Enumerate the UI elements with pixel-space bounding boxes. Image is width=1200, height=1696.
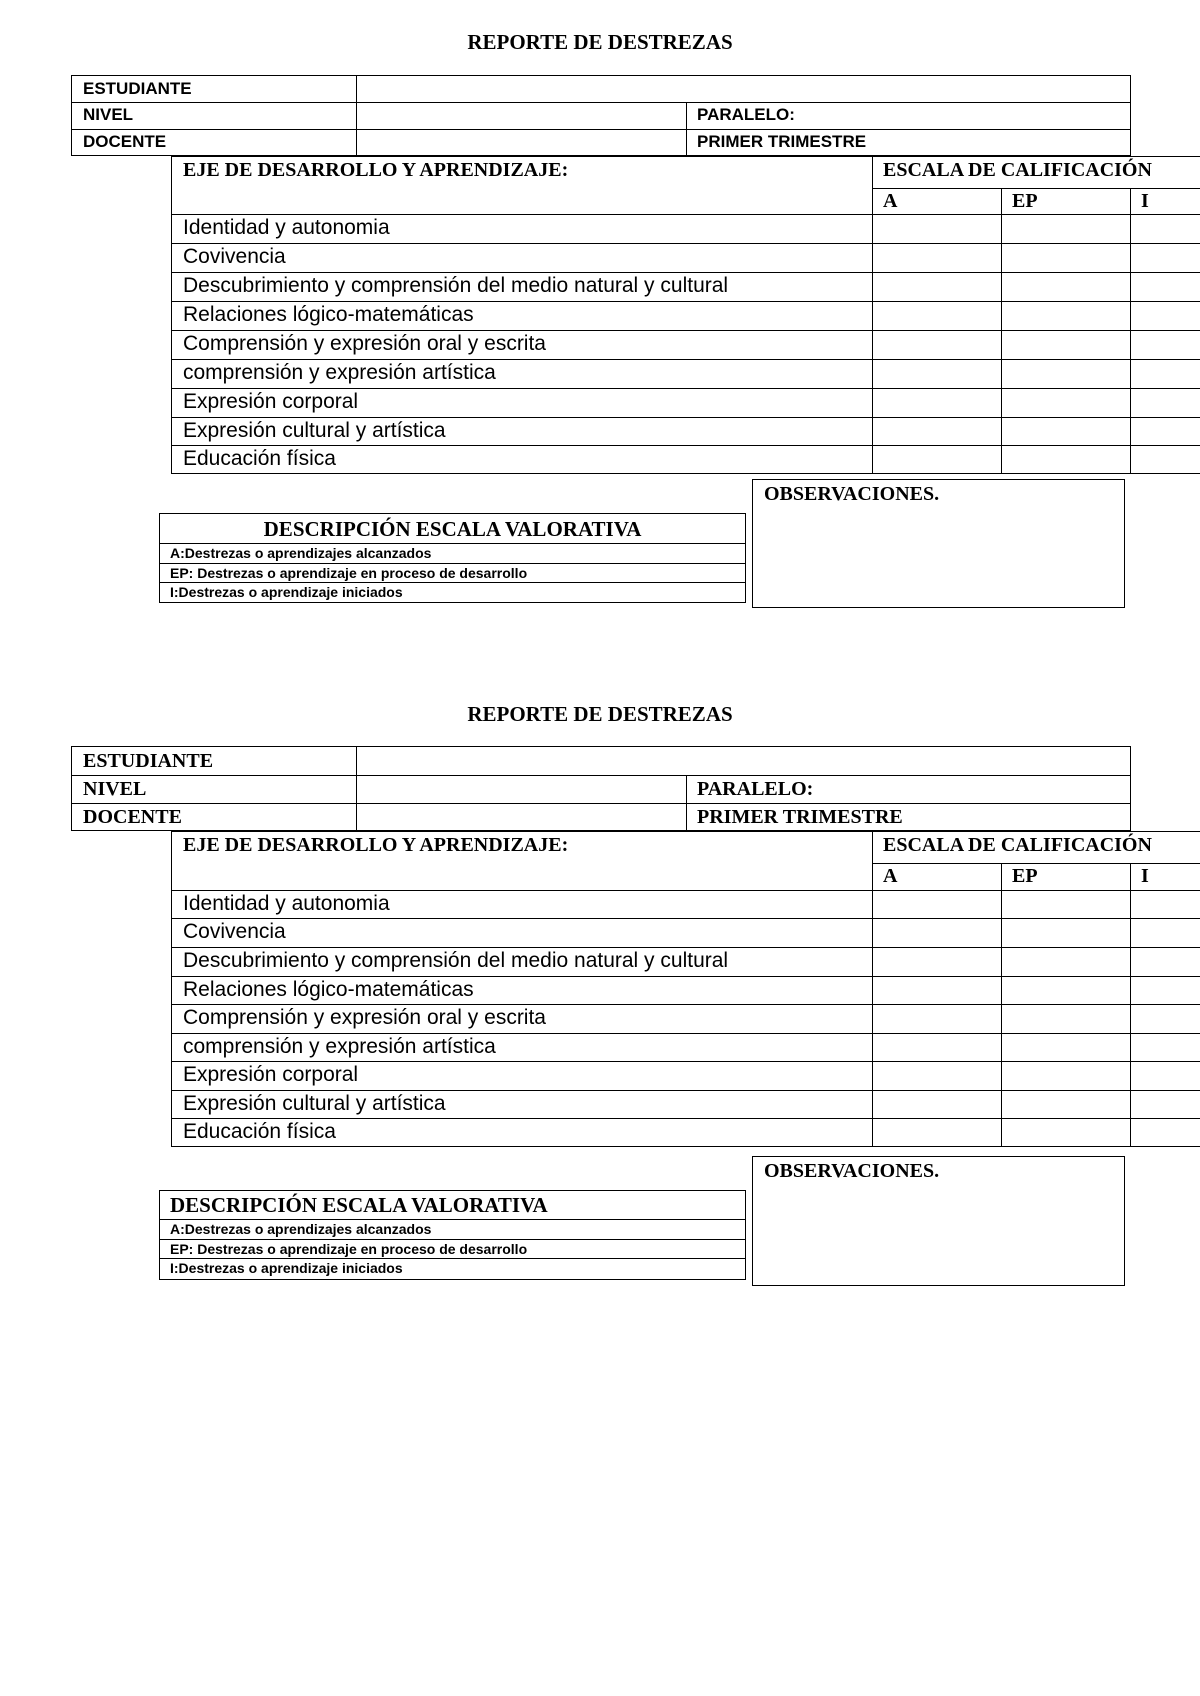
term-label: PRIMER TRIMESTRE: [697, 806, 903, 828]
level-field[interactable]: [357, 103, 686, 129]
axis-row-label: Identidad y autonomia: [183, 892, 390, 915]
student-label: ESTUDIANTE: [83, 79, 192, 98]
scale-header: ESCALA DE CALIFICACIÓN: [883, 834, 1152, 856]
scale-description-item: EP: Destrezas o aprendizaje en proceso de desarrollo: [170, 1241, 528, 1257]
student-label: ESTUDIANTE: [83, 750, 214, 772]
scale-column-i: I: [1141, 865, 1149, 887]
axes-header: EJE DE DESARROLLO Y APRENDIZAJE:: [183, 159, 569, 181]
scale-column-a: A: [883, 190, 898, 212]
axis-row-label: comprensión y expresión artística: [183, 1035, 496, 1058]
teacher-label: DOCENTE: [83, 806, 182, 828]
axis-row-label: Descubrimiento y comprensión del medio natural y cultural: [183, 949, 729, 972]
axis-row-label: Comprensión y expresión oral y escrita: [183, 1006, 546, 1029]
scale-column-ep: EP: [1012, 865, 1038, 887]
axes-table: [171, 156, 1200, 474]
observations-box[interactable]: [752, 479, 1125, 608]
class-label: PARALELO:: [697, 105, 795, 124]
scale-column-ep: EP: [1012, 190, 1038, 212]
axis-row-label: Relaciones lógico-matemáticas: [183, 303, 474, 326]
observations-label: OBSERVACIONES.: [764, 1160, 940, 1182]
axis-row-label: Covivencia: [183, 245, 286, 268]
axis-row-label: Comprensión y expresión oral y escrita: [183, 332, 546, 355]
student-name-field[interactable]: [357, 76, 1130, 102]
scale-description-title: DESCRIPCIÓN ESCALA VALORATIVA: [170, 1193, 548, 1217]
level-label: NIVEL: [83, 778, 147, 800]
axis-row-label: Covivencia: [183, 920, 286, 943]
scale-description-item: I:Destrezas o aprendizaje iniciados: [170, 584, 403, 600]
student-name-field[interactable]: [357, 747, 1130, 775]
level-label: NIVEL: [83, 105, 134, 124]
student-info-table: [71, 746, 1131, 831]
axes-table: [171, 831, 1200, 1147]
report-title: REPORTE DE DESTREZAS: [467, 30, 733, 54]
level-field[interactable]: [357, 776, 686, 803]
scale-description-item: EP: Destrezas o aprendizaje en proceso de desarrollo: [170, 565, 528, 581]
axis-row-label: Expresión cultural y artística: [183, 1092, 446, 1115]
axis-row-label: Relaciones lógico-matemáticas: [183, 978, 474, 1001]
student-info-table: [71, 75, 1131, 156]
teacher-label: DOCENTE: [83, 132, 167, 151]
axis-row-label: Descubrimiento y comprensión del medio natural y cultural: [183, 274, 729, 297]
scale-column-i: I: [1141, 190, 1149, 212]
axis-row-label: Educación física: [183, 447, 336, 470]
scale-description-item: I:Destrezas o aprendizaje iniciados: [170, 1260, 403, 1276]
axis-row-label: Expresión corporal: [183, 1063, 359, 1086]
teacher-field[interactable]: [357, 804, 686, 830]
scale-description-title: DESCRIPCIÓN ESCALA VALORATIVA: [263, 517, 642, 541]
skills-report-2: [0, 672, 1200, 1332]
axis-row-label: Educación física: [183, 1120, 336, 1143]
scale-description-table: [159, 513, 746, 603]
class-label: PARALELO:: [697, 778, 814, 800]
scale-header: ESCALA DE CALIFICACIÓN: [883, 159, 1152, 181]
scale-description-item: A:Destrezas o aprendizajes alcanzados: [170, 545, 432, 561]
axes-header: EJE DE DESARROLLO Y APRENDIZAJE:: [183, 834, 569, 856]
report-title: REPORTE DE DESTREZAS: [467, 702, 733, 726]
scale-description-table: [159, 1190, 746, 1280]
observations-label: OBSERVACIONES.: [764, 483, 940, 505]
skills-report-1: [0, 0, 1200, 660]
axis-row-label: Expresión cultural y artística: [183, 419, 446, 442]
scale-description-item: A:Destrezas o aprendizajes alcanzados: [170, 1221, 432, 1237]
scale-column-a: A: [883, 865, 898, 887]
axis-row-label: Expresión corporal: [183, 390, 359, 413]
observations-box[interactable]: [752, 1156, 1125, 1286]
term-label: PRIMER TRIMESTRE: [697, 132, 867, 151]
axis-row-label: Identidad y autonomia: [183, 216, 390, 239]
teacher-field[interactable]: [357, 130, 686, 156]
axis-row-label: comprensión y expresión artística: [183, 361, 496, 384]
